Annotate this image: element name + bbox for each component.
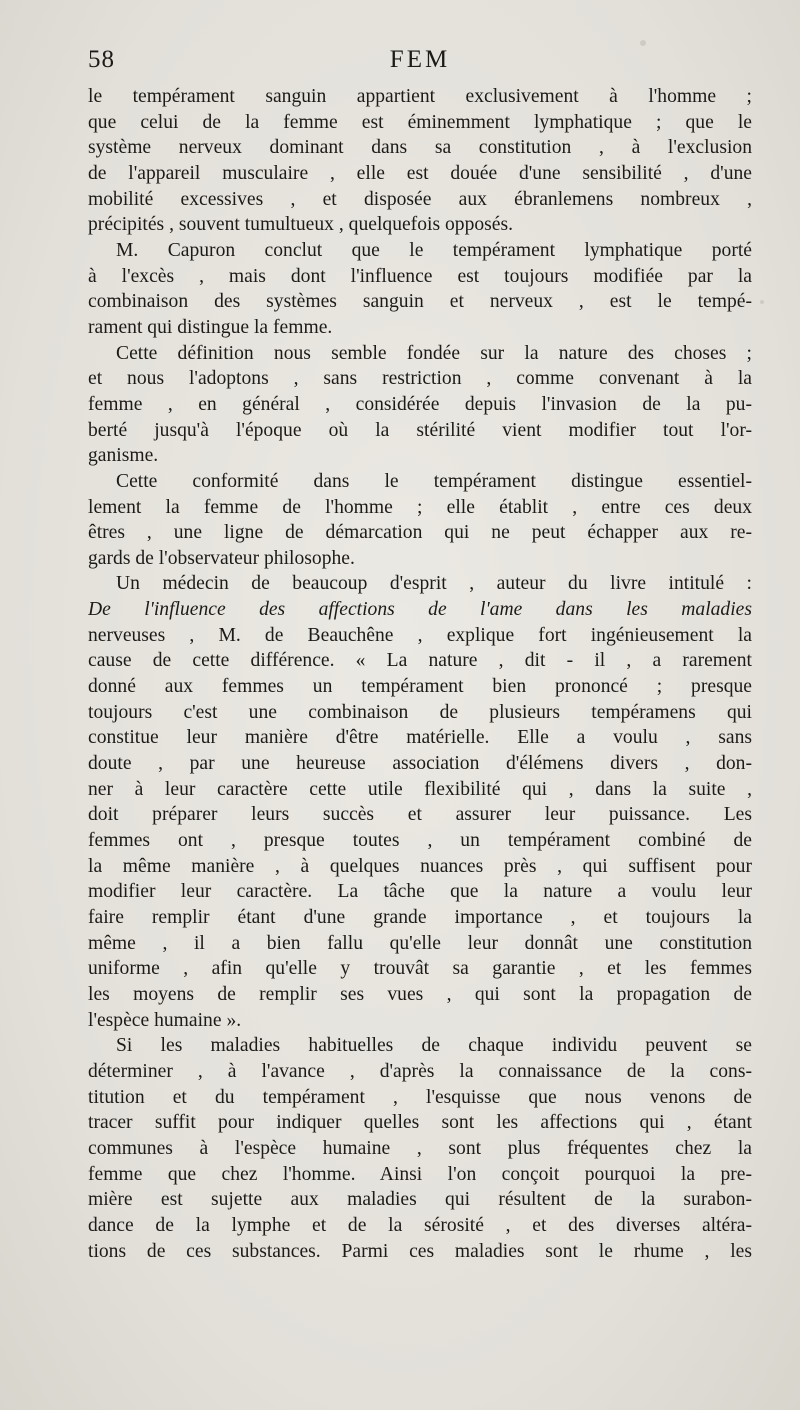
text-line: doute , par une heureuse association d'élémens divers , don- [88, 753, 752, 775]
text-line: communes à l'espèce humaine , sont plus fréquentes chez la [88, 1137, 752, 1159]
text-line: dance de la lymphe et de la sérosité , et des diverses altéra- [88, 1214, 752, 1236]
text-line: Un médecin de beaucoup d'esprit , auteur du livre intitulé : [116, 573, 752, 595]
text-line: faire remplir étant d'une grande importance , et toujours la [88, 907, 752, 928]
text-line: rament qui distingue la femme. [88, 316, 333, 338]
text-line: de l'appareil musculaire , elle est douée d'une sensibilité , d'une [88, 162, 752, 184]
text-line: nerveuses , M. de Beauchêne , explique fort ingénieusement la [88, 624, 752, 646]
text-line: M. Capuron conclut que le tempérament lymphatique porté [116, 239, 752, 261]
text-line: l'espèce humaine ». [88, 1009, 242, 1031]
text-line: mière est sujette aux maladies qui résultent de la surabon- [88, 1189, 752, 1211]
paper-stain [760, 300, 764, 304]
text-line: déterminer , à l'avance , d'après la connaissance de la cons- [88, 1060, 752, 1082]
running-head [88, 46, 752, 78]
text-line: ner à leur caractère cette utile flexibilité qui , dans la suite , [88, 778, 752, 800]
text-line: femmes ont , presque toutes , un tempérament combiné de [88, 830, 752, 852]
text-line: uniforme , afin qu'elle y trouvât sa garantie , et les femmes [88, 958, 752, 980]
text-line: Cette conformité dans le tempérament distingue essentiel- [116, 470, 752, 492]
text-line: titution et du tempérament , l'esquisse que nous venons de [88, 1086, 752, 1108]
text-line: femme , en général , considérée depuis l'invasion de la pu- [88, 393, 752, 415]
text-line: femme que chez l'homme. Ainsi l'on conçoit pourquoi la pre- [88, 1163, 752, 1185]
text-line: le tempérament sanguin appartient exclusivement à l'homme ; [88, 86, 752, 107]
text-line: toujours c'est une combinaison de plusieurs tempéramens qui [88, 701, 752, 723]
body-text [88, 84, 752, 1264]
text-line: modifier leur caractère. La tâche que la nature a voulu leur [88, 881, 752, 903]
text-line: même , il a bien fallu qu'elle leur donnât une constitution [88, 932, 752, 954]
page-number: 58 [88, 46, 115, 73]
text-line: ganisme. [88, 445, 159, 467]
text-line: système nerveux dominant dans sa constitution , à l'exclusion [88, 137, 752, 159]
text-line: et nous l'adoptons , sans restriction , comme convenant à la [88, 368, 752, 390]
text-line: à l'excès , mais dont l'influence est toujours modifiée par la [88, 265, 752, 287]
text-line: que celui de la femme est éminemment lymphatique ; que le [88, 111, 752, 133]
text-line: êtres , une ligne de démarcation qui ne peut échapper aux re- [88, 522, 752, 544]
text-line: berté jusqu'à l'époque où la stérilité vient modifier tout l'or- [88, 419, 752, 441]
text-line: doit préparer leurs succès et assurer leur puissance. Les [88, 804, 752, 826]
text-line: tracer suffit pour indiquer quelles sont les affections qui , étant [88, 1112, 752, 1134]
running-head-title: FEM [389, 46, 451, 73]
text-line: les moyens de remplir ses vues , qui sont la propagation de [88, 983, 752, 1005]
text-line: lement la femme de l'homme ; elle établit , entre ces deux [88, 496, 752, 518]
text-line: la même manière , à quelques nuances près , qui suffisent pour [88, 855, 752, 877]
text-line: constitue leur manière d'être matérielle. Elle a voulu , sans [88, 727, 752, 749]
text-line: mobilité excessives , et disposée aux ébranlemens nombreux , [88, 188, 752, 210]
text-line: gards de l'observateur philosophe. [88, 547, 355, 569]
text-line: précipités , souvent tumultueux , quelquefois opposés. [88, 214, 514, 236]
text-line: tions de ces substances. Parmi ces maladies sont le rhume , les [88, 1240, 752, 1262]
text-line: combinaison des systèmes sanguin et nerveux , est le tempé- [88, 291, 752, 313]
text-line: Cette définition nous semble fondée sur la nature des choses ; [116, 342, 752, 364]
text-line: De l'influence des affections de l'ame dans les maladies [88, 599, 752, 621]
text-line: cause de cette différence. « La nature , dit - il , a rarement [88, 650, 752, 672]
text-line: donné aux femmes un tempérament bien prononcé ; presque [88, 676, 752, 698]
text-line: Si les maladies habituelles de chaque individu peuvent se [116, 1035, 752, 1057]
